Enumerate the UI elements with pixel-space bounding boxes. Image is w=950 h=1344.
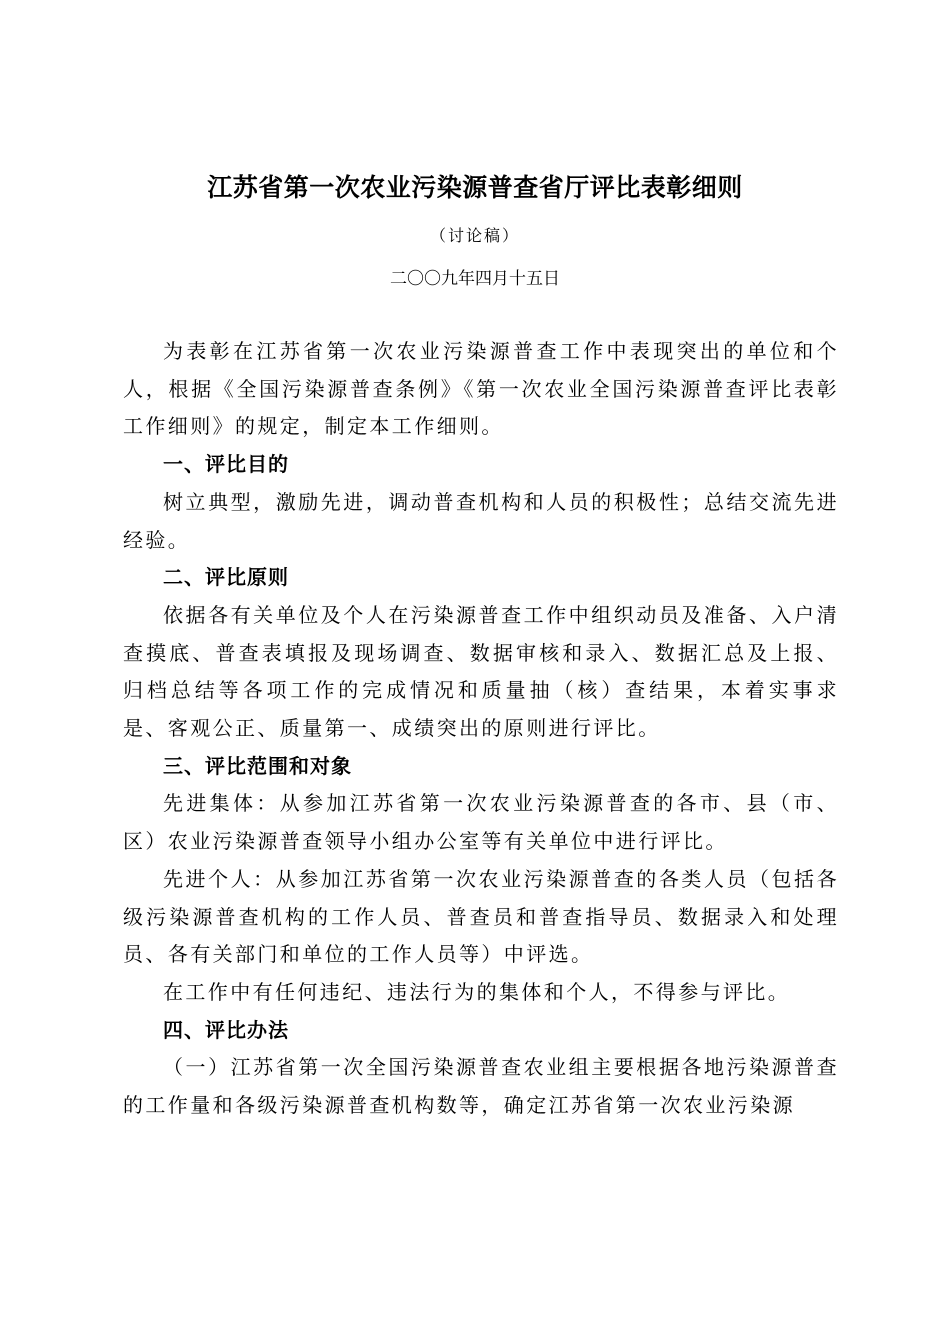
section-heading-scope: 三、评比范围和对象 [163, 753, 352, 778]
intro-paragraph: 为表彰在江苏省第一次农业污染源普查工作中表现突出的单位和个人，根据《全国污染源普查条例》《第一次农业全国污染源普查评比表彰工作细则》的规定，制定本工作细则。 [123, 339, 839, 439]
section-paragraph: 依据各有关单位及个人在污染源普查工作中组织动员及准备、入户清查摸底、普查表填报及现场调查、数据审核和录入、数据汇总及上报、归档总结等各项工作的完成情况和质量抽（核）查结果，本着实事求是、客观公正、质量第一、成绩突出的原则进行评比。 [123, 602, 839, 741]
section-paragraph: （一）江苏省第一次全国污染源普查农业组主要根据各地污染源普查的工作量和各级污染源普查机构数等，确定江苏省第一次农业污染源 [123, 1055, 839, 1118]
document-title: 江苏省第一次农业污染源普查省厅评比表彰细则 [207, 173, 743, 202]
section-heading-method: 四、评比办法 [163, 1017, 289, 1042]
section-heading-principles: 二、评比原则 [163, 565, 289, 590]
document-date: 二〇〇九年四月十五日 [390, 269, 560, 289]
document-subtitle: （讨论稿） [429, 226, 520, 245]
section-heading-purpose: 一、评比目的 [163, 452, 289, 477]
document-body [123, 333, 839, 1125]
section-paragraph: 先进集体：从参加江苏省第一次农业污染源普查的各市、县（市、区）农业污染源普查领导小组办公室等有关单位中进行评比。 [123, 791, 839, 854]
section-paragraph: 树立典型，激励先进，调动普查机构和人员的积极性；总结交流先进经验。 [123, 489, 839, 552]
section-paragraph: 先进个人：从参加江苏省第一次农业污染源普查的各类人员（包括各级污染源普查机构的工作人员、普查员和普查指导员、数据录入和处理员、各有关部门和单位的工作人员等）中评选。 [123, 866, 839, 967]
section-paragraph: 在工作中有任何违纪、违法行为的集体和个人，不得参与评比。 [163, 979, 791, 1004]
